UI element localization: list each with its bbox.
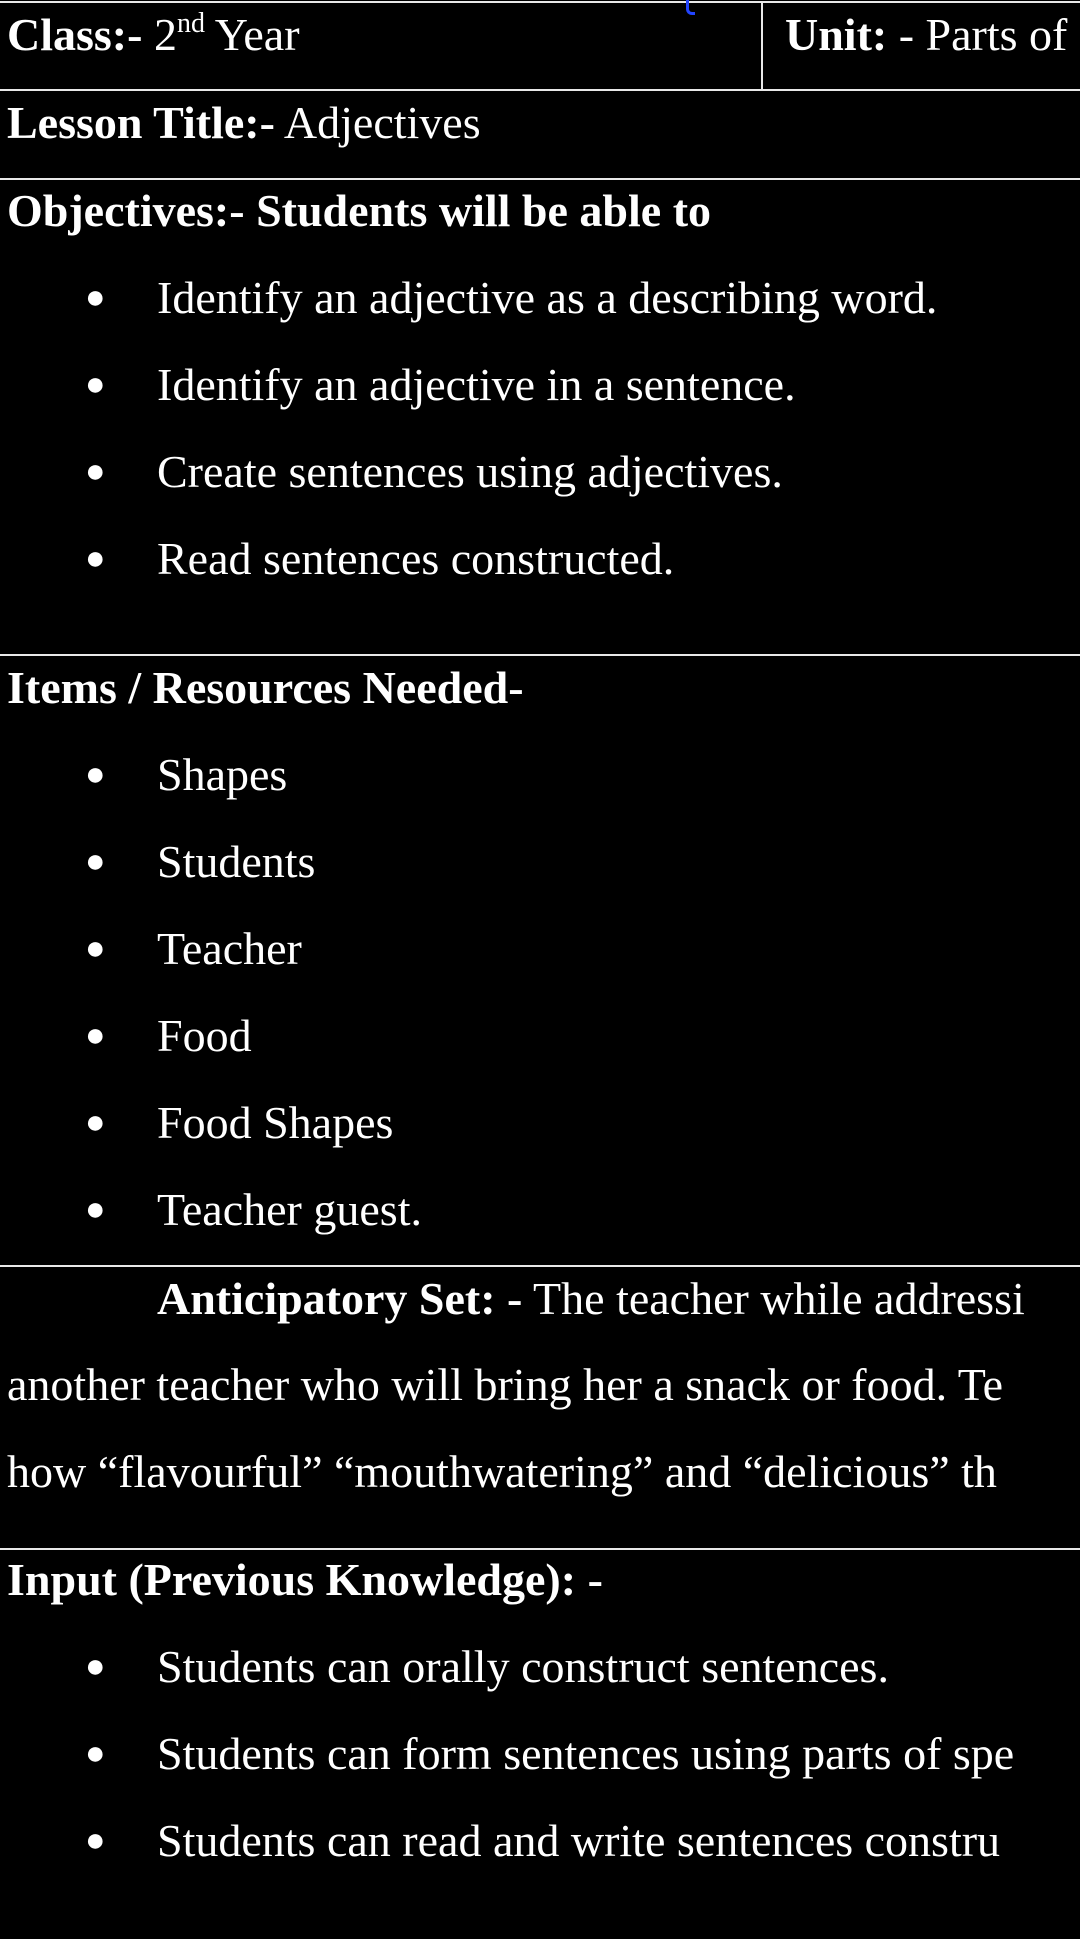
anticipatory-set-line (157, 1273, 1025, 1324)
anticipatory-set-label: Anticipatory Set: - (157, 1273, 523, 1324)
lesson-title-value: Adjectives (283, 97, 481, 148)
row-divider (0, 1265, 1080, 1267)
objective-text: Identify an adjective in a sentence. (157, 359, 796, 410)
anticipatory-set-text: The teacher while addressi (533, 1273, 1025, 1324)
bullet-icon: ● (85, 1017, 106, 1054)
bullet-icon: ● (85, 453, 106, 490)
objective-text: Create sentences using adjectives. (157, 446, 783, 497)
bullet-icon: ● (85, 1648, 106, 1685)
class-cell (7, 8, 300, 60)
lesson-title-label: Lesson Title:- (7, 97, 275, 148)
bullet-icon: ● (85, 1191, 106, 1228)
resources-heading: Items / Resources Needed- (7, 662, 524, 713)
objective-text: Identify an adjective as a describing word. (157, 272, 938, 323)
unit-label: Unit: (785, 9, 888, 60)
class-year: Year (214, 9, 300, 60)
bullet-icon: ● (85, 930, 106, 967)
objectives-heading: Objectives:- Students will be able to (7, 185, 712, 236)
resource-text: Food (157, 1010, 252, 1061)
input-text: Students can orally construct sentences. (157, 1641, 889, 1692)
bullet-icon: ● (85, 1822, 106, 1859)
class-suffix: nd (176, 8, 205, 39)
row-divider (0, 89, 1080, 91)
class-number: 2 (153, 9, 177, 60)
cell-divider (761, 1, 763, 90)
resource-text: Shapes (157, 749, 288, 800)
stray-pen-mark (686, 0, 695, 15)
bullet-icon: ● (85, 1104, 106, 1141)
objective-text: Read sentences constructed. (157, 533, 675, 584)
bullet-icon: ● (85, 279, 106, 316)
row-divider (0, 654, 1080, 656)
bullet-icon: ● (85, 756, 106, 793)
input-heading: Input (Previous Knowledge): - (7, 1554, 603, 1605)
input-text: Students can read and write sentences constru (157, 1815, 1001, 1866)
anticipatory-set-line: how “flavourful” “mouthwatering” and “delicious” th (7, 1446, 997, 1497)
resource-text: Food Shapes (157, 1097, 394, 1148)
bullet-icon: ● (85, 540, 106, 577)
table-top-border (0, 1, 1080, 3)
bullet-icon: ● (85, 843, 106, 880)
resource-text: Teacher guest. (157, 1184, 422, 1235)
lesson-title-cell (7, 97, 481, 148)
input-text: Students can form sentences using parts of spe (157, 1728, 1015, 1779)
unit-cell (785, 9, 1068, 60)
class-label: Class:- (7, 9, 143, 60)
bullet-icon: ● (85, 1735, 106, 1772)
row-divider (0, 1548, 1080, 1550)
resource-text: Teacher (157, 923, 302, 974)
anticipatory-set-line: another teacher who will bring her a snack or food. Te (7, 1359, 1004, 1410)
row-divider (0, 178, 1080, 180)
resource-text: Students (157, 836, 316, 887)
bullet-icon: ● (85, 366, 106, 403)
unit-value: - Parts of (898, 9, 1068, 60)
